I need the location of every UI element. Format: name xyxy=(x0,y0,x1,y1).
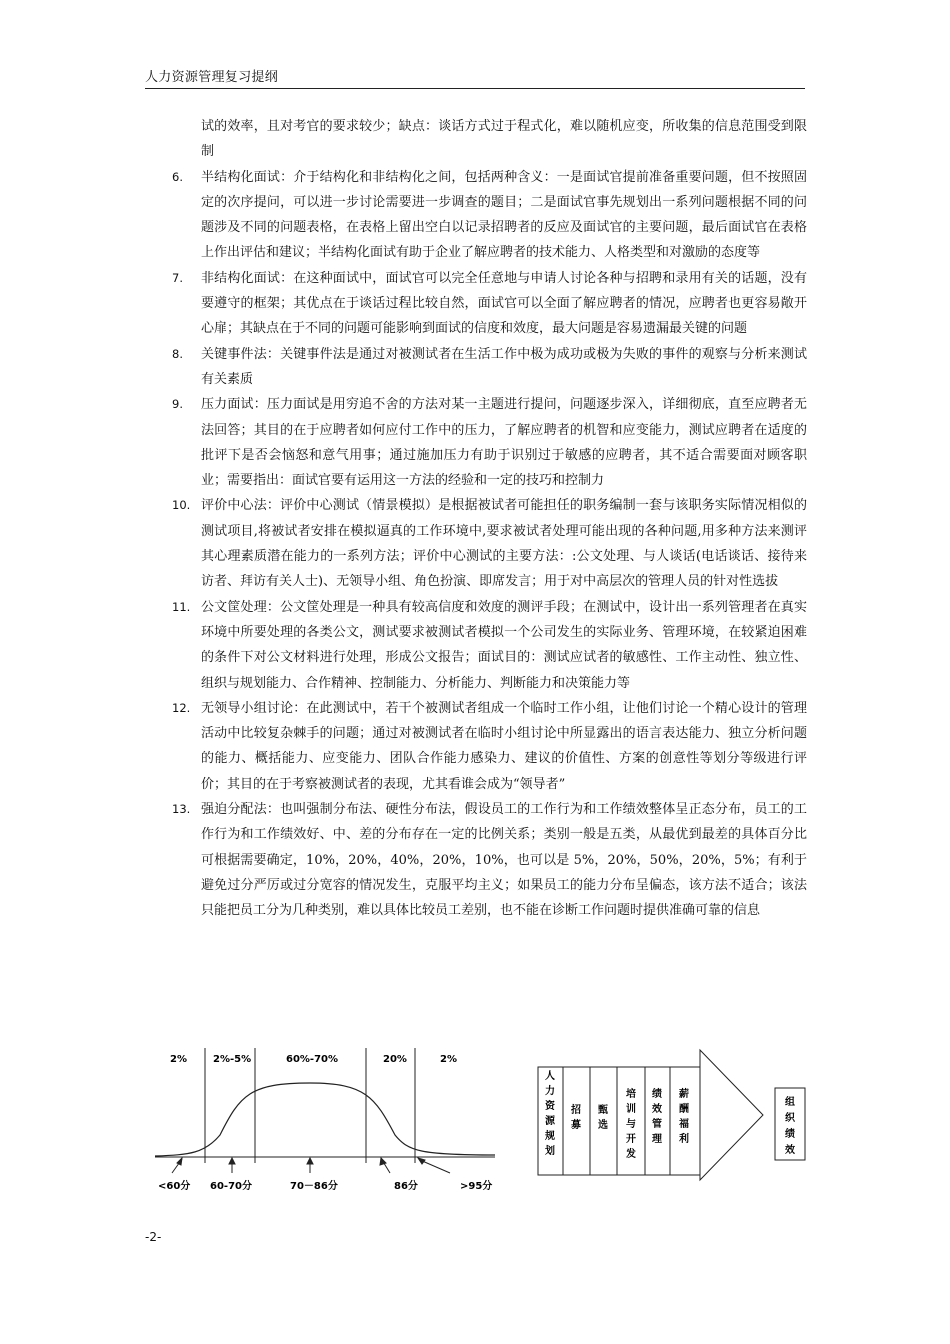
list-item xyxy=(145,696,807,797)
list-item xyxy=(145,165,807,266)
list-item xyxy=(145,797,807,923)
list-item-number: 7. xyxy=(172,270,183,285)
list-item-text: 强迫分配法：也叫强制分布法、硬性分布法，假设员工的工作行为和工作绩效整体呈正态分布，员工的工作行为和工作绩效好、中、差的分布存在一定的比例关系；类别一般是五类，从最优到最差的具体百分比可根据需要确定，10%，20%，40%，20%，10%，也可以是 5%，20%，50%，20%，5%；有利于避免过分严厉或过分宽容的情况发生，克服平均主义；如果员工的能力分布呈偏态，该方法不适合；该法只能把员工分为几种类别，难以具体比较员工差别，也不能在诊断工作问题时提供准确可靠的信息 xyxy=(201,802,807,919)
list-item xyxy=(145,595,807,696)
segment-label: 2% xyxy=(440,1054,457,1065)
score-label: 70－86分 xyxy=(290,1181,338,1192)
value-arrows xyxy=(172,1158,450,1173)
list-item-number: 13. xyxy=(172,802,191,817)
page-number: -2- xyxy=(145,1230,162,1244)
header-divider xyxy=(145,88,805,89)
segment-label: 2% xyxy=(170,1054,187,1065)
list-item-text: 无领导小组讨论：在此测试中，若干个被测试者组成一个临时工作小组，让他们讨论一个精心设计的管理活动中比较复杂棘手的问题；通过对被测试者在临时小组讨论中所显露出的语言表达能力、独立分析问题的能力、概括能力、应变能力、团队合作能力感染力、建议的价值性、方案的创意性等划分等级进行评价；其目的在于考察被测试者的表现，尤其看谁会成为“领导者” xyxy=(201,700,807,792)
stage-label: 培训与开发 xyxy=(626,1089,636,1160)
score-label: 60-70分 xyxy=(210,1181,252,1192)
list-item-number: 10. xyxy=(172,498,191,513)
list-item-text: 非结构化面试：在这种面试中，面试官可以完全任意地与申请人讨论各种与招聘和录用有关的话题，没有要遵守的框架；其优点在于谈话过程比较自然，面试官可以全面了解应聘者的情况，应聘者也更容易敞开心扉；其缺点在于不同的问题可能影响到面试的信度和效度，最大问题是容易遗漏最关键的问题 xyxy=(201,270,807,337)
list-item-number: 9. xyxy=(172,397,183,412)
document-body xyxy=(145,114,807,924)
distribution-curve xyxy=(155,1083,495,1156)
list-item-text: 压力面试：压力面试是用穷追不舍的方法对某一主题进行提问，问题逐步深入，详细彻底，直至应聘者无法回答；其目的在于应聘者如何应付工作中的压力，了解应聘者的机智和应变能力，测试应聘者在适度的批评下是否会恼怒和意气用事；通过施加压力有助于识别过于敏感的应聘者，其不适合需要面对顾客职业；需要指出：面试官要有运用这一方法的经验和一定的技巧和控制力 xyxy=(201,397,807,489)
page-header-title: 人力资源管理复习提纲 xyxy=(145,70,279,85)
score-label: 86分 xyxy=(394,1181,418,1192)
list-item xyxy=(145,266,807,342)
list-item-text: 关键事件法：关键事件法是通过对被测试者在生活工作中极为成功或极为失败的事件的观察与分析来测试有关素质 xyxy=(201,346,807,387)
list-item-number: 11. xyxy=(172,599,191,614)
list-item xyxy=(145,493,807,594)
intro-continuation: 试的效率，且对考官的要求较少；缺点：谈话方式过于程式化，难以随机应变，所收集的信息范围受到限制 xyxy=(201,119,807,160)
score-label: <60分 xyxy=(158,1181,191,1192)
stage-label: 招募 xyxy=(571,1105,581,1131)
list-item-number: 12. xyxy=(172,700,191,715)
arrow-head xyxy=(700,1050,763,1180)
stage-label: 甄选 xyxy=(598,1105,608,1131)
segment-label: 60%-70% xyxy=(286,1054,339,1065)
segment-label: 2%-5% xyxy=(213,1054,252,1065)
list-item-number: 8. xyxy=(172,346,183,361)
stage-label: 薪酬福利 xyxy=(679,1089,689,1145)
list-item xyxy=(145,342,807,393)
list-item-text: 公文筐处理：公文筐处理是一种具有较高信度和效度的测评手段；在测试中，设计出一系列管理者在真实环境中所要处理的各类公文，测试要求被测试者模拟一个公司发生的实际业务、管理环境，在较紧迫困难的条件下对公文材料进行处理，形成公文报告；面试目的：测试应试者的敏感性、工作主动性、独立性、组织与规划能力、合作精神、控制能力、分析能力、判断能力和决策能力等 xyxy=(201,599,807,691)
stage-label: 人力资源规划 xyxy=(545,1071,555,1157)
process-box xyxy=(538,1067,700,1175)
normal-distribution-figure xyxy=(150,1045,510,1195)
list-item-text: 评价中心法：评价中心测试（情景模拟）是根据被试者可能担任的职务编制一套与该职务实际情况相似的测试项目,将被试者安排在模拟逼真的工作环境中,要求被试者处理可能出现的各种问题,用多种方法来测评其心理素质潜在能力的一系列方法；评价中心测试的主要方法：:公文处理、与人谈话(电话谈话、接待来访者、拜访有关人士)、无领导小组、角色扮演、即席发言；用于对中高层次的管理人员的针对性选拔 xyxy=(201,498,807,590)
score-label: >95分 xyxy=(460,1181,493,1192)
list-item-text: 半结构化面试：介于结构化和非结构化之间，包括两种含义：一是面试官提前准备重要问题，但不按照固定的次序提问，可以进一步讨论需要进一步调查的题目；二是面试官事先规划出一系列问题根据不同的问题涉及不同的问题表格，在表格上留出空白以记录招聘者的反应及面试官的主要问题，最后面试官在表格上作出评估和建议；半结构化面试有助于企业了解应聘者的技术能力、人格类型和对激励的态度等 xyxy=(201,169,807,261)
hr-process-diagram xyxy=(535,1045,815,1185)
stage-label: 绩效管理 xyxy=(652,1089,662,1145)
result-label: 组织绩效 xyxy=(785,1097,795,1156)
list-item-number: 6. xyxy=(172,169,183,184)
segment-label: 20% xyxy=(383,1054,407,1065)
list-item xyxy=(145,392,807,493)
